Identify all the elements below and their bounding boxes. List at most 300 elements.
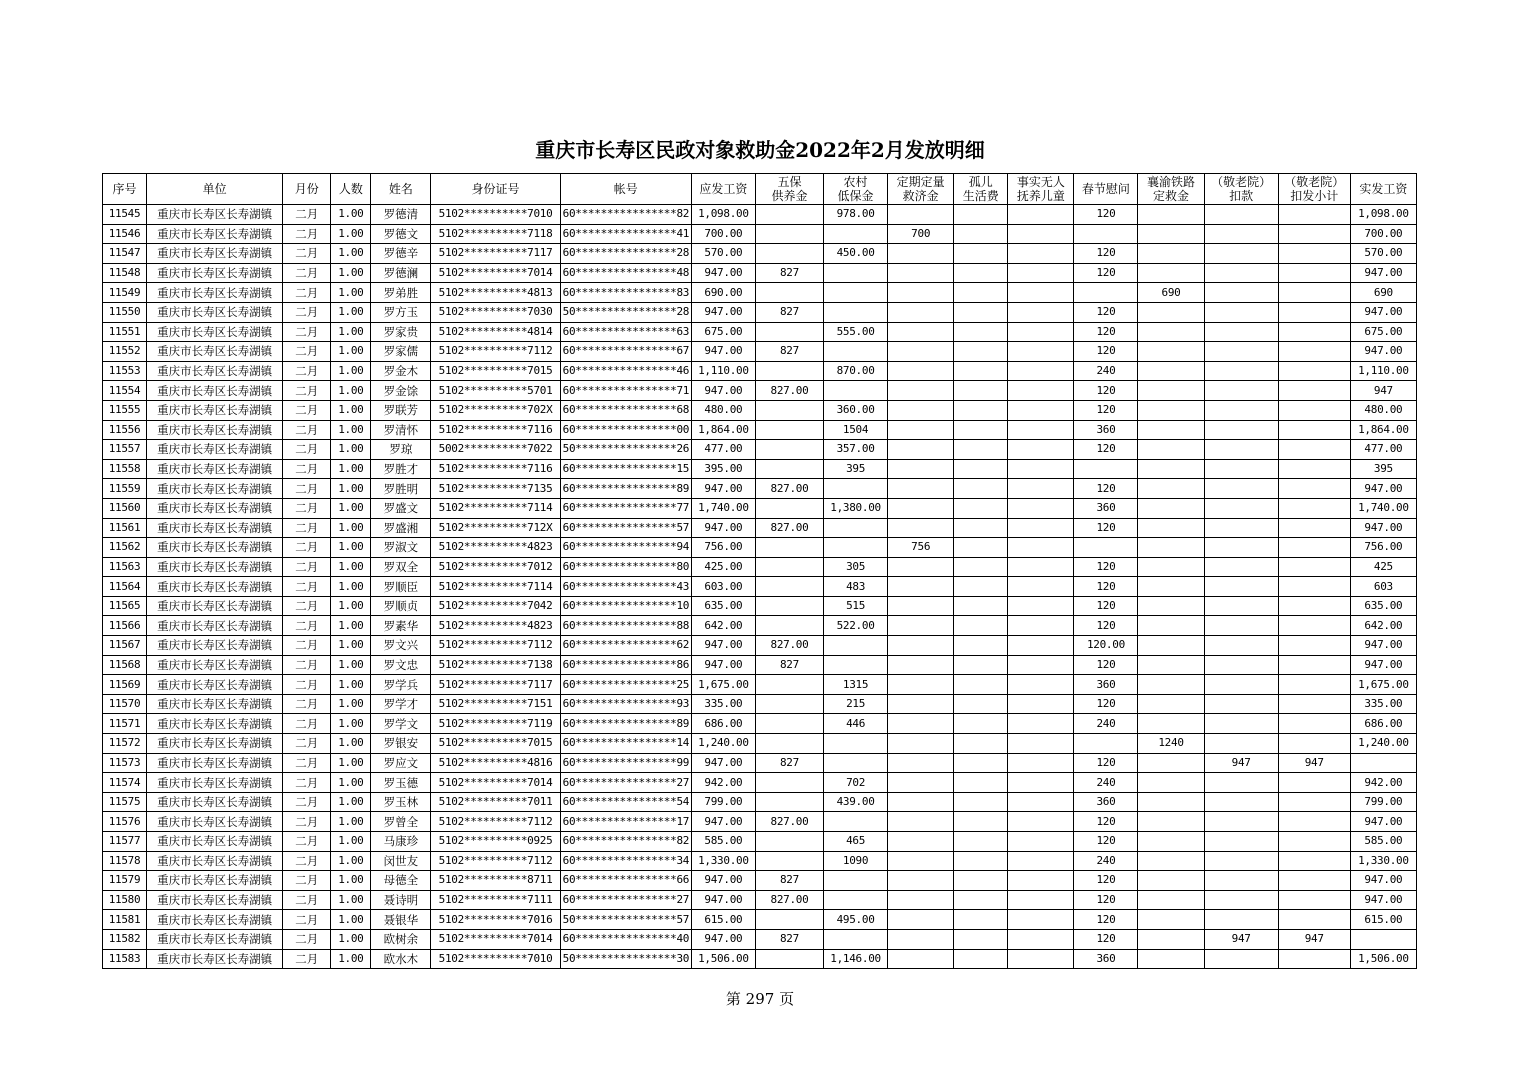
table-cell [888, 949, 954, 969]
table-cell: 重庆市长寿区长寿湖镇 [147, 205, 283, 225]
page-number: 第 297 页 [725, 990, 795, 1008]
table-cell [954, 812, 1008, 832]
table-cell [1008, 381, 1074, 401]
table-cell: 60****************57 [560, 518, 691, 538]
column-header: 身份证号 [431, 174, 560, 205]
table-cell: 5102**********4814 [431, 322, 560, 342]
table-cell [1138, 929, 1204, 949]
table-cell: 60****************27 [560, 890, 691, 910]
table-cell [1204, 851, 1278, 871]
table-cell: 425.00 [691, 557, 755, 577]
table-cell [888, 753, 954, 773]
table-cell [954, 322, 1008, 342]
table-cell: 5102**********8711 [431, 871, 560, 891]
table-cell: 1.00 [331, 871, 371, 891]
table-cell: 罗金馀 [371, 381, 431, 401]
table-cell: 60****************27 [560, 773, 691, 793]
table-cell: 947.00 [691, 753, 755, 773]
table-cell [1204, 538, 1278, 558]
table-cell: 120 [1074, 871, 1138, 891]
table-cell: 756.00 [1350, 538, 1416, 558]
table-cell [824, 283, 888, 303]
table-cell: 二月 [283, 734, 331, 754]
table-cell: 947.00 [1350, 479, 1416, 499]
table-cell [1278, 400, 1350, 420]
table-cell [888, 714, 954, 734]
table-cell [1204, 224, 1278, 244]
table-cell [824, 224, 888, 244]
table-cell: 11574 [103, 773, 147, 793]
table-cell: 360 [1074, 792, 1138, 812]
table-cell: 947.00 [691, 871, 755, 891]
table-cell: 686.00 [1350, 714, 1416, 734]
table-cell [888, 694, 954, 714]
table-cell [954, 616, 1008, 636]
table-cell: 947 [1278, 753, 1350, 773]
table-cell: 罗清怀 [371, 420, 431, 440]
table-cell [755, 675, 823, 695]
table-cell: 重庆市长寿区长寿湖镇 [147, 244, 283, 264]
table-cell: 二月 [283, 322, 331, 342]
table-cell: 1.00 [331, 636, 371, 656]
table-cell [824, 518, 888, 538]
table-cell [1138, 949, 1204, 969]
table-cell: 1315 [824, 675, 888, 695]
table-row [103, 636, 1417, 656]
table-cell [1138, 655, 1204, 675]
table-cell [1204, 263, 1278, 283]
table-cell: 二月 [283, 851, 331, 871]
table-cell: 827 [755, 929, 823, 949]
table-cell [1008, 538, 1074, 558]
table-cell [755, 949, 823, 969]
table-cell: 120 [1074, 753, 1138, 773]
table-cell [954, 714, 1008, 734]
table-cell [824, 538, 888, 558]
column-header: 定期定量 救济金 [888, 174, 954, 205]
table-cell: 马康珍 [371, 832, 431, 852]
table-cell: 686.00 [691, 714, 755, 734]
table-cell: 二月 [283, 890, 331, 910]
table-cell [888, 283, 954, 303]
table-cell [888, 459, 954, 479]
table-cell [1008, 205, 1074, 225]
table-cell [755, 577, 823, 597]
table-cell: 120 [1074, 302, 1138, 322]
table-cell: 635.00 [691, 596, 755, 616]
table-cell: 942.00 [1350, 773, 1416, 793]
table-cell: 1,098.00 [691, 205, 755, 225]
table-cell: 1,740.00 [1350, 498, 1416, 518]
table-cell [1138, 244, 1204, 264]
table-cell [1204, 714, 1278, 734]
table-cell [1008, 949, 1074, 969]
table-cell: 947.00 [691, 929, 755, 949]
table-cell: 罗家贵 [371, 322, 431, 342]
table-cell: 120 [1074, 929, 1138, 949]
table-cell [888, 263, 954, 283]
table-cell [1008, 577, 1074, 597]
table-cell [888, 302, 954, 322]
table-cell [1074, 224, 1138, 244]
table-cell: 1.00 [331, 714, 371, 734]
table-cell: 罗曾全 [371, 812, 431, 832]
table-cell: 5102**********7112 [431, 851, 560, 871]
table-cell: 215 [824, 694, 888, 714]
table-cell [1278, 420, 1350, 440]
table-cell: 120 [1074, 440, 1138, 460]
table-row [103, 812, 1417, 832]
table-cell [1138, 205, 1204, 225]
table-cell: 50****************30 [560, 949, 691, 969]
table-cell [1278, 577, 1350, 597]
table-cell [1138, 440, 1204, 460]
table-cell [1138, 812, 1204, 832]
table-cell: 11551 [103, 322, 147, 342]
table-cell: 11578 [103, 851, 147, 871]
table-cell [1008, 479, 1074, 499]
column-header: 应发工资 [691, 174, 755, 205]
table-cell [1008, 655, 1074, 675]
table-cell: 947.00 [1350, 342, 1416, 362]
table-cell [888, 792, 954, 812]
table-cell [755, 910, 823, 930]
table-cell: 1,675.00 [1350, 675, 1416, 695]
table-cell: 1.00 [331, 498, 371, 518]
table-cell: 947 [1350, 381, 1416, 401]
table-cell: 827 [755, 342, 823, 362]
table-cell: 二月 [283, 361, 331, 381]
table-cell: 重庆市长寿区长寿湖镇 [147, 812, 283, 832]
table-cell [1138, 753, 1204, 773]
table-cell [1204, 890, 1278, 910]
table-cell: 120 [1074, 400, 1138, 420]
table-cell: 446 [824, 714, 888, 734]
table-cell [888, 734, 954, 754]
table-cell: 二月 [283, 910, 331, 930]
table-cell: 1.00 [331, 342, 371, 362]
table-cell: 1.00 [331, 694, 371, 714]
table-cell: 重庆市长寿区长寿湖镇 [147, 596, 283, 616]
table-cell: 重庆市长寿区长寿湖镇 [147, 714, 283, 734]
table-cell [954, 851, 1008, 871]
table-cell: 947.00 [691, 263, 755, 283]
column-header: 春节慰问 [1074, 174, 1138, 205]
table-row [103, 753, 1417, 773]
table-cell [824, 734, 888, 754]
table-cell [888, 655, 954, 675]
table-cell: 罗应文 [371, 753, 431, 773]
table-cell [1008, 792, 1074, 812]
table-cell: 1.00 [331, 616, 371, 636]
table-cell: 罗德文 [371, 224, 431, 244]
table-cell [1204, 812, 1278, 832]
table-cell: 5102**********4823 [431, 538, 560, 558]
table-cell [1204, 655, 1278, 675]
table-cell: 60****************34 [560, 851, 691, 871]
table-cell: 642.00 [691, 616, 755, 636]
table-cell [1008, 400, 1074, 420]
table-cell: 947 [1204, 929, 1278, 949]
table-cell [1074, 538, 1138, 558]
table-cell: 11561 [103, 518, 147, 538]
table-cell: 1,506.00 [1350, 949, 1416, 969]
table-cell [954, 283, 1008, 303]
table-cell [1278, 557, 1350, 577]
column-header: （敬老院） 扣款 [1204, 174, 1278, 205]
table-cell: 477.00 [1350, 440, 1416, 460]
table-cell: 942.00 [691, 773, 755, 793]
table-cell: 60****************80 [560, 557, 691, 577]
table-cell: 947.00 [1350, 518, 1416, 538]
table-header-row [103, 174, 1417, 205]
table-cell [755, 832, 823, 852]
table-cell [954, 263, 1008, 283]
table-cell: 二月 [283, 518, 331, 538]
table-cell [1008, 498, 1074, 518]
table-row [103, 773, 1417, 793]
table-cell: 11568 [103, 655, 147, 675]
column-header: 单位 [147, 174, 283, 205]
table-row [103, 498, 1417, 518]
table-cell: 1,240.00 [691, 734, 755, 754]
table-cell: 5102**********7116 [431, 420, 560, 440]
table-cell: 重庆市长寿区长寿湖镇 [147, 440, 283, 460]
table-cell [954, 694, 1008, 714]
table-cell: 1.00 [331, 381, 371, 401]
table-row [103, 655, 1417, 675]
table-cell: 1.00 [331, 812, 371, 832]
table-cell [1204, 773, 1278, 793]
table-cell: 570.00 [691, 244, 755, 264]
table-cell [954, 479, 1008, 499]
table-cell [888, 244, 954, 264]
table-cell: 二月 [283, 302, 331, 322]
table-cell: 5102**********7014 [431, 773, 560, 793]
table-cell: 重庆市长寿区长寿湖镇 [147, 302, 283, 322]
table-cell: 二月 [283, 694, 331, 714]
table-cell: 重庆市长寿区长寿湖镇 [147, 479, 283, 499]
table-cell [954, 459, 1008, 479]
table-cell [1008, 675, 1074, 695]
table-cell: 二月 [283, 812, 331, 832]
table-cell: 60****************25 [560, 675, 691, 695]
table-cell [1204, 871, 1278, 891]
table-row [103, 949, 1417, 969]
table-cell [954, 244, 1008, 264]
table-cell: 二月 [283, 929, 331, 949]
table-cell [1204, 479, 1278, 499]
table-cell: 5102**********7010 [431, 205, 560, 225]
table-cell [1008, 929, 1074, 949]
table-row [103, 538, 1417, 558]
table-cell: 756 [888, 538, 954, 558]
table-cell [954, 596, 1008, 616]
table-cell [1138, 636, 1204, 656]
table-cell: 11579 [103, 871, 147, 891]
table-cell: 615.00 [1350, 910, 1416, 930]
table-cell [1138, 479, 1204, 499]
table-cell: 1.00 [331, 734, 371, 754]
table-cell [1204, 381, 1278, 401]
table-cell [1278, 636, 1350, 656]
table-cell [888, 871, 954, 891]
table-cell: 1,146.00 [824, 949, 888, 969]
table-cell: 947.00 [1350, 871, 1416, 891]
table-cell [1278, 910, 1350, 930]
table-cell: 罗文忠 [371, 655, 431, 675]
table-cell: 重庆市长寿区长寿湖镇 [147, 224, 283, 244]
table-cell: 重庆市长寿区长寿湖镇 [147, 773, 283, 793]
table-cell: 60****************67 [560, 342, 691, 362]
table-cell: 重庆市长寿区长寿湖镇 [147, 538, 283, 558]
table-cell [1278, 773, 1350, 793]
table-cell [888, 636, 954, 656]
table-cell: 重庆市长寿区长寿湖镇 [147, 498, 283, 518]
table-row [103, 557, 1417, 577]
table-cell [755, 205, 823, 225]
table-cell: 60****************62 [560, 636, 691, 656]
table-cell: 60****************28 [560, 244, 691, 264]
table-cell: 重庆市长寿区长寿湖镇 [147, 890, 283, 910]
table-cell [1008, 694, 1074, 714]
table-cell [1278, 949, 1350, 969]
column-header: 序号 [103, 174, 147, 205]
table-row [103, 283, 1417, 303]
relief-payment-table [102, 173, 1417, 969]
table-cell: 360.00 [824, 400, 888, 420]
table-cell: 947.00 [691, 302, 755, 322]
table-cell [824, 302, 888, 322]
table-cell: 690.00 [691, 283, 755, 303]
table-cell [954, 871, 1008, 891]
table-cell [1204, 205, 1278, 225]
table-cell [954, 400, 1008, 420]
table-cell [954, 205, 1008, 225]
table-cell [1008, 871, 1074, 891]
table-cell: 11569 [103, 675, 147, 695]
table-cell: 60****************94 [560, 538, 691, 558]
table-cell [888, 420, 954, 440]
table-cell: 1,864.00 [1350, 420, 1416, 440]
table-cell [1204, 440, 1278, 460]
table-cell: 5102**********7117 [431, 244, 560, 264]
table-cell [1074, 283, 1138, 303]
table-cell [824, 871, 888, 891]
table-cell: 重庆市长寿区长寿湖镇 [147, 792, 283, 812]
table-cell: 357.00 [824, 440, 888, 460]
table-cell: 重庆市长寿区长寿湖镇 [147, 322, 283, 342]
table-cell [1138, 302, 1204, 322]
table-cell: 425 [1350, 557, 1416, 577]
table-cell [755, 694, 823, 714]
table-cell [1008, 773, 1074, 793]
table-cell: 1.00 [331, 420, 371, 440]
table-cell [888, 851, 954, 871]
table-cell [1138, 342, 1204, 362]
table-row [103, 714, 1417, 734]
table-cell: 5102**********7015 [431, 734, 560, 754]
table-cell [755, 400, 823, 420]
table-cell [824, 753, 888, 773]
table-cell [1008, 557, 1074, 577]
table-cell: 1.00 [331, 773, 371, 793]
table-cell: 二月 [283, 224, 331, 244]
table-cell: 1.00 [331, 440, 371, 460]
table-cell [954, 910, 1008, 930]
column-header: 事实无人 抚养儿童 [1008, 174, 1074, 205]
table-row [103, 224, 1417, 244]
table-cell [1008, 636, 1074, 656]
table-cell [1138, 890, 1204, 910]
table-cell: 947.00 [691, 812, 755, 832]
table-cell [1138, 792, 1204, 812]
table-cell: 603.00 [691, 577, 755, 597]
table-cell: 1.00 [331, 929, 371, 949]
table-cell: 罗银安 [371, 734, 431, 754]
table-cell: 5102**********7135 [431, 479, 560, 499]
table-cell: 827.00 [755, 518, 823, 538]
table-cell: 450.00 [824, 244, 888, 264]
table-cell [1204, 459, 1278, 479]
table-cell [1008, 263, 1074, 283]
table-cell [1204, 636, 1278, 656]
table-cell [824, 812, 888, 832]
table-cell [1138, 322, 1204, 342]
table-cell [1138, 361, 1204, 381]
table-cell: 重庆市长寿区长寿湖镇 [147, 616, 283, 636]
table-cell: 罗淑文 [371, 538, 431, 558]
table-cell: 120 [1074, 244, 1138, 264]
table-cell: 60****************15 [560, 459, 691, 479]
table-cell: 1.00 [331, 518, 371, 538]
table-cell [1008, 342, 1074, 362]
table-cell: 1.00 [331, 283, 371, 303]
table-cell [954, 655, 1008, 675]
table-cell [1138, 675, 1204, 695]
table-cell: 重庆市长寿区长寿湖镇 [147, 420, 283, 440]
table-cell [954, 518, 1008, 538]
table-cell: 1.00 [331, 577, 371, 597]
table-cell: 120 [1074, 263, 1138, 283]
table-cell: 60****************99 [560, 753, 691, 773]
table-cell: 947.00 [1350, 812, 1416, 832]
table-cell [755, 792, 823, 812]
column-header: 月份 [283, 174, 331, 205]
table-cell: 240 [1074, 361, 1138, 381]
table-row [103, 342, 1417, 362]
table-cell [954, 498, 1008, 518]
table-cell [1138, 851, 1204, 871]
table-cell: 240 [1074, 851, 1138, 871]
table-cell: 1.00 [331, 910, 371, 930]
table-cell: 60****************82 [560, 832, 691, 852]
table-cell [954, 420, 1008, 440]
table-cell [1008, 616, 1074, 636]
table-cell [755, 440, 823, 460]
table-cell [954, 538, 1008, 558]
table-cell: 827.00 [755, 890, 823, 910]
table-cell: 827 [755, 753, 823, 773]
table-cell: 947.00 [691, 636, 755, 656]
table-row [103, 479, 1417, 499]
table-cell [1138, 596, 1204, 616]
table-cell: 11562 [103, 538, 147, 558]
table-cell: 642.00 [1350, 616, 1416, 636]
table-cell [1138, 420, 1204, 440]
table-cell [1138, 459, 1204, 479]
table-cell: 二月 [283, 773, 331, 793]
